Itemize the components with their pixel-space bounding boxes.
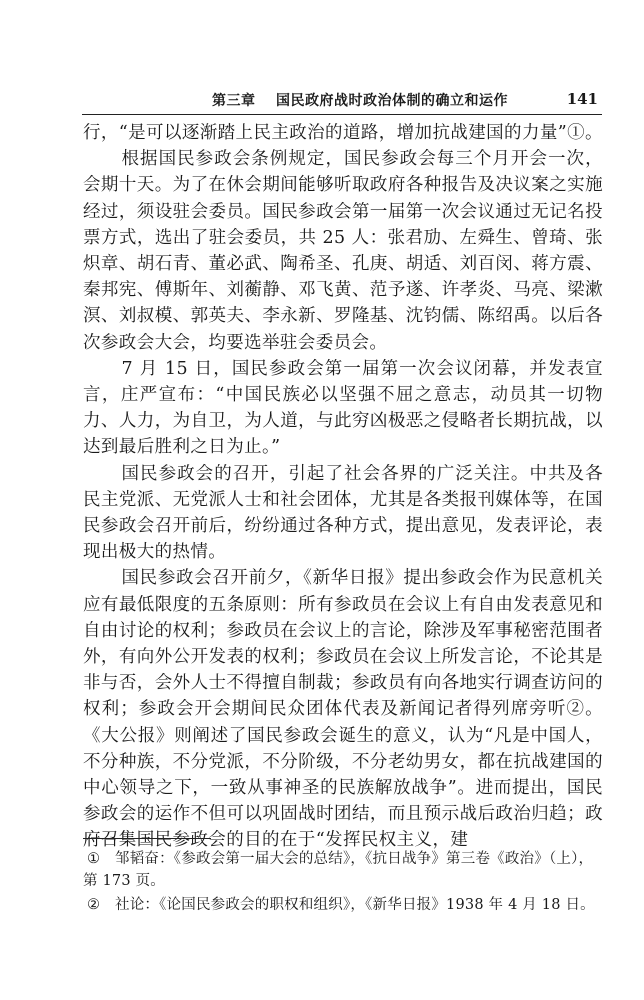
footnotes [83, 848, 603, 918]
footnote-text: 社论：《论国民参政会的职权和组织》，《新华日报》1938 年 4 月 18 日。 [115, 897, 595, 913]
paragraph-press-principles: 国民参政会召开前夕，《新华日报》提出参政会作为民意机关应有最低限度的五条原则：所有参政员在会议上有自由发表意见和自由讨论的权利；参政员在会议上的言论，除涉及军事秘密范围者外，有向外公开发表的权利；参政员在会议上所发言论，不论其是非与否，会外人士不得擅自制裁；参政员有向各地实行调查访问的权利；参政会开会期间民众团体代表及新闻记者得列席旁听②。《大公报》则阐述了国民参政会诞生的意义，认为“凡是中国人，不分种族，不分党派，不分阶级，不分老幼男女，都在抗战建国的中心领导之下，一致从事神圣的民族解放战争”。进而提出，国民参政会的运作不但可以巩固战时团结，而且预示战后政治归趋；政府召集国民参政会的目的在于“发挥民权主义，建 [83, 568, 603, 851]
chapter-label: 第三章 [212, 93, 256, 109]
running-header [82, 88, 602, 115]
paragraph-continuation: 行，“是可以逐渐踏上民主政治的道路，增加抗战建国的力量”①。 [83, 123, 603, 143]
chapter-title: 国民政府战时政治体制的确立和运作 [276, 93, 508, 109]
footnote-1 [83, 848, 603, 892]
footnote-divider [83, 838, 211, 839]
footnote-2 [83, 894, 603, 916]
paragraph-public-reaction: 国民参政会的召开，引起了社会各界的广泛关注。中共及各民主党派、无党派人士和社会团体，尤其是各类报刊媒体等，在国民参政会召开前后，纷纷通过各种方式，提出意见，发表评论，表现出极大的热情。 [83, 463, 603, 563]
paragraph-standing-committee: 根据国民参政会条例规定，国民参政会每三个月开会一次，会期十天。为了在休会期间能够听取政府各种报告及决议案之实施经过，须设驻会委员。国民参政会第一届第一次会议通过无记名投票方式，选出了驻会委员，共 25 人：张君劢、左舜生、曾琦、张炽章、胡石青、董必武、陶希圣、孔庚、胡适、刘百闵、蒋方震、秦邦宪、傅斯年、刘蘅静、邓飞黄、范予遂、许孝炎、马亮、梁漱溟、刘叔模、郭英夫、李永新、罗隆基、沈钧儒、陈绍禹。以后各次参政会大会，均要选举驻会委员会。 [83, 149, 603, 353]
paragraph-declaration: 7 月 15 日，国民参政会第一届第一次会议闭幕，并发表宣言，庄严宣布：“中国民族必以坚强不屈之意志，动员其一切物力、人力，为自卫，为人道，与此穷凶极恶之侵略者长期抗战，以达到最后胜利之日为止。” [83, 358, 603, 458]
footnote-text: 邹韬奋：《参政会第一届大会的总结》，《抗日战争》第三卷《政治》（上），第 173 页。 [83, 851, 594, 889]
body-text [83, 120, 603, 854]
footnote-marker: ① [87, 851, 101, 867]
page-number: 141 [566, 90, 598, 108]
footnote-marker: ② [87, 897, 101, 913]
